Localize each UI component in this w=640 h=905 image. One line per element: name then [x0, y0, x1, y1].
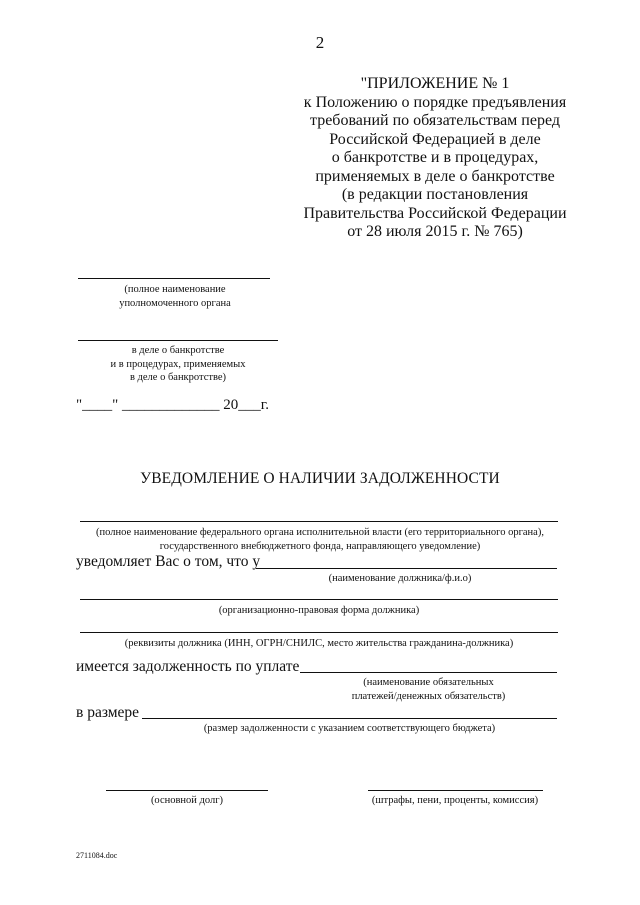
authority-name-line[interactable] — [78, 278, 270, 279]
amount-line[interactable] — [142, 718, 557, 719]
appendix-line: применяемых в деле о банкротстве — [315, 167, 555, 185]
principal-line[interactable] — [106, 790, 268, 791]
bankruptcy-caption: в деле о банкротстве и в процедурах, применяемых в деле о банкротстве) — [110, 345, 246, 383]
debtor-name-caption: (наименование должника/ф.и.о) — [328, 573, 472, 584]
appendix-line: о банкротстве и в процедурах, — [331, 149, 539, 166]
authority-caption: (полное наименование уполномоченного органа — [119, 284, 231, 309]
requisites-caption: (реквизиты должника (ИНН, ОГРН/СНИЛС, место жительства гражданина-должника) — [124, 638, 514, 649]
federal-body-caption: (полное наименование федерального органа исполнительной власти (его территориального органа), государственного внебюджетного фонда, направляющего уведомление) — [96, 527, 544, 552]
amount-caption: (размер задолженности с указанием соответствующего бюджета) — [203, 723, 496, 734]
payment-type-line[interactable] — [300, 672, 557, 673]
legal-form-line[interactable] — [80, 599, 558, 600]
payment-caption: (наименование обязательных платежей/денежных обязательств) — [351, 677, 506, 702]
file-name-footer: 2711084.doc — [76, 851, 118, 860]
appendix-header — [300, 75, 570, 242]
federal-body-line[interactable] — [80, 521, 558, 522]
appendix-line: требований по обязательствам перед — [310, 112, 560, 129]
appendix-line: к Положению о порядке предъявления — [303, 93, 567, 111]
appendix-line: Российской Федерацией в деле — [329, 130, 541, 148]
penalties-line[interactable] — [368, 790, 543, 791]
appendix-line: "ПРИЛОЖЕНИЕ № 1 — [360, 75, 510, 92]
debt-text: имеется задолженность по уплате — [76, 658, 300, 675]
appendix-line: от 28 июля 2015 г. № 765) — [347, 223, 523, 240]
notifies-text: уведомляет Вас о том, что у — [76, 553, 261, 570]
document-title: УВЕДОМЛЕНИЕ О НАЛИЧИИ ЗАДОЛЖЕННОСТИ — [140, 470, 500, 487]
bankruptcy-line[interactable] — [78, 340, 278, 341]
amount-text: в размере — [76, 704, 140, 721]
debtor-name-line[interactable] — [256, 568, 557, 569]
date-field[interactable]: "____" _____________ 20___г. — [76, 397, 269, 413]
appendix-line: Правительства Российской Федерации — [303, 204, 567, 222]
principal-caption: (основной долг) — [150, 795, 224, 806]
requisites-line[interactable] — [80, 632, 558, 633]
legal-form-caption: (организационно-правовая форма должника) — [218, 605, 420, 616]
penalties-caption: (штрафы, пени, проценты, комиссия) — [371, 795, 539, 806]
page-number: 2 — [315, 33, 325, 52]
appendix-line: (в редакции постановления — [341, 186, 529, 203]
